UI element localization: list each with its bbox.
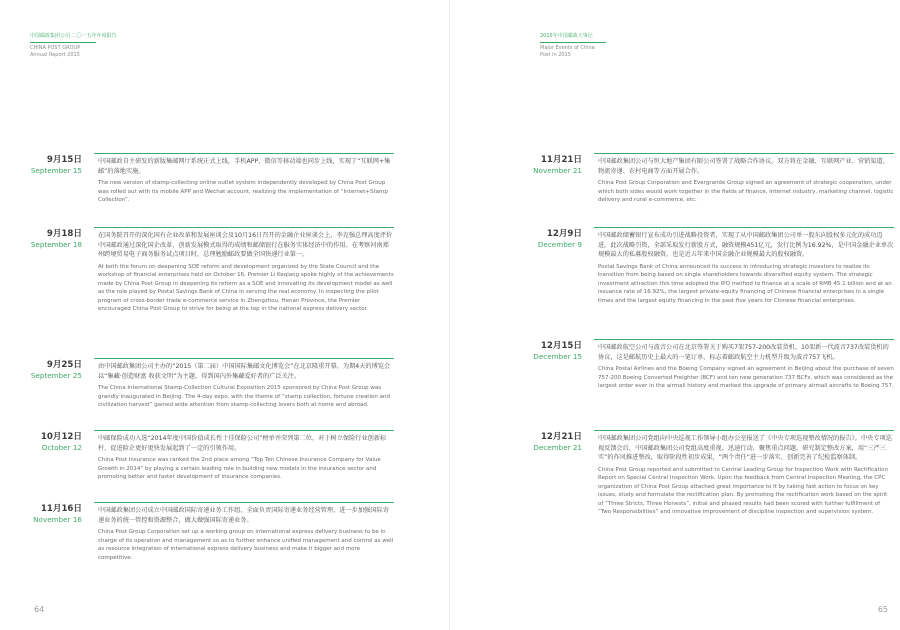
entry-text xyxy=(598,343,894,391)
left-header-rule xyxy=(30,42,96,43)
entry-date xyxy=(530,155,582,175)
entry-rule xyxy=(594,430,894,431)
date-cn: 12月15日 xyxy=(540,341,582,351)
date-en: December 9 xyxy=(537,240,582,249)
date-en: September 18 xyxy=(30,240,82,249)
entry-date xyxy=(30,432,82,452)
text-cn: 中国邮政集团公司与恒大地产集团有限公司签署了战略合作协议。双方将在金融、互联网产业、营销渠道、物流寄递、农村电商等方面开展合作。 xyxy=(598,158,889,175)
entry-rule xyxy=(594,153,894,154)
text-en: China Post Group Corporation set up a working group on international express delivery business to be in charge of its operation and management so as to further enhance unified management and control as well as resource integration of international express delivery business and make it bigger and more competitive. xyxy=(98,529,394,561)
date-en: September 25 xyxy=(30,371,82,380)
text-cn: 中国邮政航空公司与波音公司在北京签署关于购买7架757-200改装货机、10架新一代波音737改装货机的协议，这是邮航历史上最大的一笔订单，标志着邮政航空主力机型升级为波音757飞机。 xyxy=(598,344,889,361)
entry-date xyxy=(30,155,82,175)
entry-date xyxy=(530,432,582,452)
text-en: The new version of stamp-collecting online outlet system independently developed by China Post Group was rolled out with its mobile APP and Wechat account, realizing the implementation of “Internet+Stamp Collection”. xyxy=(98,180,388,204)
text-en: China Post Group Corporation and Evergrande Group signed an agreement of strategic cooperation, under which both sides would work together in the fields of finance, Internet industry, marketing channel, logistic delivery and rural e-commerce, etc. xyxy=(598,180,894,204)
date-en: September 15 xyxy=(30,166,82,175)
date-en: December 15 xyxy=(533,352,582,361)
text-cn: 由中国邮政集团公司主办的“2015（第二届）中国国际集邮文化博览会”在北京隆重开幕，为期4天的博览会以“集藏·创造财富 收获文明”为主题，得到国内外集藏爱好者的广泛关注。 xyxy=(98,363,391,380)
entry-text xyxy=(98,231,394,314)
text-en: Postal Savings Bank of China announced its success in introducing strategic investors to realize its transition from being based on single shareholders towards diversified equity system. The strategic investment attraction this time adopted the IPO method to finance at a scale of RMB 45.1 billion and at an issuance rate of 16.92%, the largest private-equity financing of Chinese financial enterprises in a single times and the largest equity financing in the past five years for Chinese financial enterprises. xyxy=(598,263,892,304)
right-header-title: 2015年中国邮政大事记 xyxy=(540,33,593,39)
date-en: December 21 xyxy=(533,443,582,452)
date-cn: 9月18日 xyxy=(46,229,82,239)
right-page xyxy=(450,0,900,630)
right-page-number: 65 xyxy=(877,605,888,614)
entry-text xyxy=(98,434,394,482)
entry-date xyxy=(30,504,82,524)
right-running-header xyxy=(540,33,606,59)
date-cn: 11月16日 xyxy=(40,504,82,514)
left-page-number: 64 xyxy=(34,605,45,614)
date-en: October 12 xyxy=(41,443,82,452)
date-en: November 16 xyxy=(33,515,82,524)
entry-text xyxy=(98,157,394,205)
text-en: China Post Insurance was ranked the 2nd place among “Top Ten Chinese Insurance Company for Value Growth in 2014” by playing a certain leading role in building new models in the insurance sector and promoting better and faster development of insurance companies. xyxy=(98,457,381,481)
date-cn: 12月9日 xyxy=(546,229,582,239)
date-cn: 10月12日 xyxy=(40,432,82,442)
right-header-rule xyxy=(540,42,606,43)
right-header-line1: Major Events of China xyxy=(540,45,595,51)
entry-rule xyxy=(594,227,894,228)
entry-date xyxy=(30,229,82,249)
entry-date xyxy=(530,341,582,361)
text-en: The China International Stamp-Collection Cultural Exposition 2015 sponsored by China Post Group was grandly inaugurated in Beijing. The 4-day expo, with the theme of “stamp collection, fortune creation and civilization harvest” gained wide attention from stamp-collecting lovers both at home and abroad. xyxy=(98,385,390,409)
left-header-title: 中国邮政集团公司 二〇一五年年度报告 xyxy=(30,33,117,39)
entry-text xyxy=(98,506,394,562)
text-cn: 中国邮政储蓄银行宣布成功引进战略投资者，实现了从中国邮政集团公司单一股东向股权多元化的成功迈进。此次战略引资，全部采取发行新股方式，融资规模451亿元，发行比例为16.92%，是中国金融企业单次规模最大的私募股权融资，也是近五年来中国金融企业规模最大的股权融资。 xyxy=(598,232,894,259)
entry-text xyxy=(98,362,394,410)
text-cn: 中国邮政集团公司成立中国邮政国际寄递业务工作组，全面负责国际寄递业务经营管理，进一步加强国际寄递业务的统一管控和资源整合，做大做强国际寄递业务。 xyxy=(98,507,389,524)
text-cn: 在国务院召开的深化国有企业改革和发展座谈会及10月16日召开的金融企业座谈会上，李克强总理高度评价中国邮政通过深化国企改革、创新发展模式取得的成绩和邮储银行在服务实体经济中的作用。在考察河南郑州跨境贸易电子商务服务试点项目时，总理勉励邮政要做全国快递行业第一。 xyxy=(98,232,393,259)
date-cn: 9月15日 xyxy=(46,155,82,165)
entry-rule xyxy=(594,339,894,340)
entry-date xyxy=(30,360,82,380)
left-header-line1: CHINA POST GROUP xyxy=(30,45,81,51)
entry-rule xyxy=(94,227,394,228)
entry-text xyxy=(598,434,894,517)
entry-text xyxy=(598,157,894,205)
date-cn: 9月25日 xyxy=(46,360,82,370)
entry-rule xyxy=(94,430,394,431)
entry-rule xyxy=(94,358,394,359)
entry-rule xyxy=(94,502,394,503)
right-header-line2: Post in 2015 xyxy=(540,52,571,58)
text-cn: 中国邮政集团公司党组向中央巡视工作领导小组办公室报送了《中央专项巡视整改情况的报告》。中央专项巡视反馈会后，中国邮政集团公司党组高度重视、迅速行动，聚焦重点问题，研究制定整改方案，用“三严三实”的作风推进整改，取得阶段性初步成果，“两个责任”进一步落实，创新完善了纪检监察体制。 xyxy=(598,435,892,462)
text-en: China Postal Airlines and the Boeing Company signed an agreement in Beijing about the purchase of seven 757-200 Boeing Converted Freighter (BCF) and ten new generation 737 BCFs, which was considered as the largest order ever in the airmail history and marked the upgrade of primary airmail aircrafts to Boeing 757. xyxy=(598,366,894,390)
date-cn: 12月21日 xyxy=(540,432,582,442)
date-en: November 21 xyxy=(533,166,582,175)
date-cn: 11月21日 xyxy=(540,155,582,165)
left-running-header xyxy=(30,33,117,59)
entry-date xyxy=(530,229,582,249)
entry-rule xyxy=(94,153,394,154)
text-cn: 中邮保险成功入选“2014年度中国价值成长性十佳保险公司”榜单并荣列第二位，对于树立保险行业创新标杆、促进险企更好更快发展起到了一定的引领作用。 xyxy=(98,435,387,452)
text-en: China Post Group reported and submitted to Central Leading Group for Inspection Work with Rectification Report on Special Central Inspection Work. Upon the feedback from Central Inspection Meeting, the CPC organization of China Post Group attached great importance to it by taking fast action to focus on key issues, study and formulate the rectification plan. By promoting the rectification work based on the spirit of “Three Stricts, Three Honests”, initial and phased results had been scored with further fulfillment of “Two Responsibilities” and innovative improvement of discipline inspection and supervision system. xyxy=(598,466,889,516)
text-en: At both the forum on deepening SOE reform and development organized by the State Council and the workshop of financial enterprises held on October 16, Premier Li Keqiang spoke highly of the achievements made by China Post Group in deepening its reform as a SOE and innovating its development model as well as the role played by Postal Savings Bank of China in serving the real economy. In inspecting the pilot program of cross-border trade e-commerce service in Zhengzhou, Henan Province, the Premier encouraged China Post Group to strive for being at the top in the national express delivery sector. xyxy=(98,263,394,313)
left-header-line2: Annual Report 2015 xyxy=(30,52,80,58)
text-cn: 中国邮政自主研发的新版集邮网厅系统正式上线，手机APP、微信等移动端也同步上线，实现了“互联网+集邮”的落地实施。 xyxy=(98,158,391,175)
entry-text xyxy=(598,231,894,305)
